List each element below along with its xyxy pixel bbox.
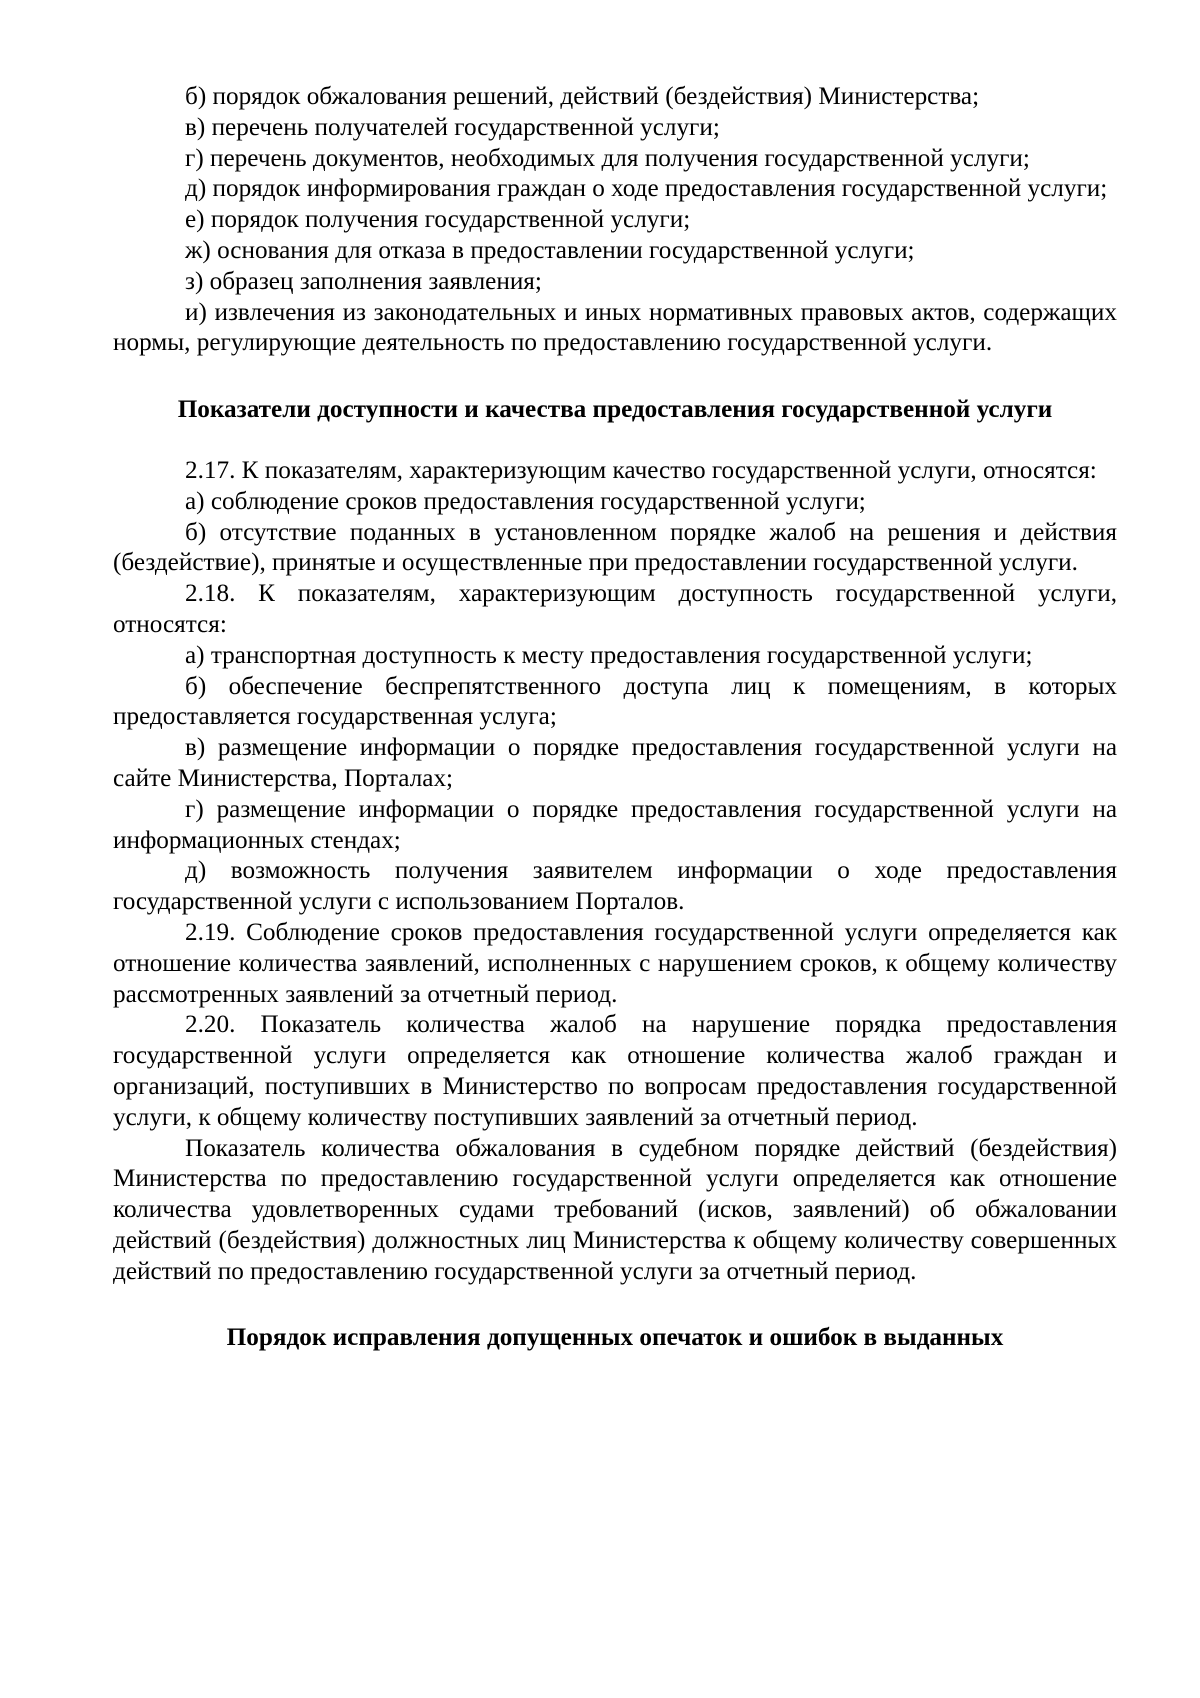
list-item: и) извлечения из законодательных и иных нормативных правовых актов, содержащих нормы, регулирующие деятельность по предоставлению государственной услуги. — [113, 298, 1117, 357]
list-item: г) перечень документов, необходимых для получения государственной услуги; — [185, 144, 1030, 172]
list-item: в) размещение информации о порядке предоставления государственной услуги на сайте Министерства, Порталах; — [113, 734, 1117, 792]
document-body — [113, 82, 1117, 1354]
section-heading-quality: Показатели доступности и качества предоставления государственной услуги — [177, 396, 1053, 424]
list-item: б) порядок обжалования решений, действий (бездействия) Министерства; — [185, 83, 980, 110]
list-item: д) возможность получения заявителем информации о ходе предоставления государственной услуги с использованием Порталов. — [113, 857, 1117, 916]
list-item: г) размещение информации о порядке предоставления государственной услуги на информационных стендах; — [113, 795, 1117, 854]
spacer — [113, 1287, 1117, 1323]
spacer — [113, 426, 1117, 456]
list-item: ж) основания для отказа в предоставлении государственной услуги; — [185, 236, 915, 264]
list-item: а) транспортная доступность к месту предоставления государственной услуги; — [185, 641, 1033, 669]
list-item: а) соблюдение сроков предоставления государственной услуги; — [185, 487, 866, 515]
list-item: в) перечень получателей государственной услуги; — [185, 113, 720, 141]
list-item: д) порядок информирования граждан о ходе предоставления государственной услуги; — [185, 175, 1108, 203]
section-heading-corrections: Порядок исправления допущенных опечаток и ошибок в выданных — [226, 1324, 1004, 1352]
clause-2-17: 2.17. К показателям, характеризующим качество государственной услуги, относятся: — [185, 456, 1097, 484]
clause-2-20-court: Показатель количества обжалования в судебном порядке действий (бездействия) Министерства по предоставлению государственной услуги определяется как отношение количества удовлетворенных судами требований (исков, заявлений) об обжаловании действий (бездействия) должностных лиц Министерства к общему количеству совершенных действий по предоставлению государственной услуги за отчетный период. — [113, 1134, 1117, 1285]
clause-2-20: 2.20. Показатель количества жалоб на нарушение порядка предоставления государственной услуги определяется как отношение количества жалоб граждан и организаций, поступивших в Министерство по вопросам предоставления государственной услуги, к общему количеству поступивших заявлений за отчетный период. — [113, 1011, 1117, 1131]
clause-2-19: 2.19. Соблюдение сроков предоставления государственной услуги определяется как отношение количества заявлений, исполненных с нарушением сроков, к общему количеству рассмотренных заявлений за отчетный период. — [113, 918, 1117, 1008]
list-item: з) образец заполнения заявления; — [185, 267, 542, 295]
spacer — [113, 359, 1117, 395]
list-item: б) отсутствие поданных в установленном порядке жалоб на решения и действия (бездействие), принятые и осуществленные при предоставлении государственной услуги. — [113, 518, 1117, 577]
list-item: е) порядок получения государственной услуги; — [185, 206, 691, 234]
list-item: б) обеспечение беспрепятственного доступа лиц к помещениям, в которых предоставляется государственная услуга; — [113, 672, 1117, 731]
clause-2-18: 2.18. К показателям, характеризующим доступность государственной услуги, относятся: — [113, 580, 1117, 638]
